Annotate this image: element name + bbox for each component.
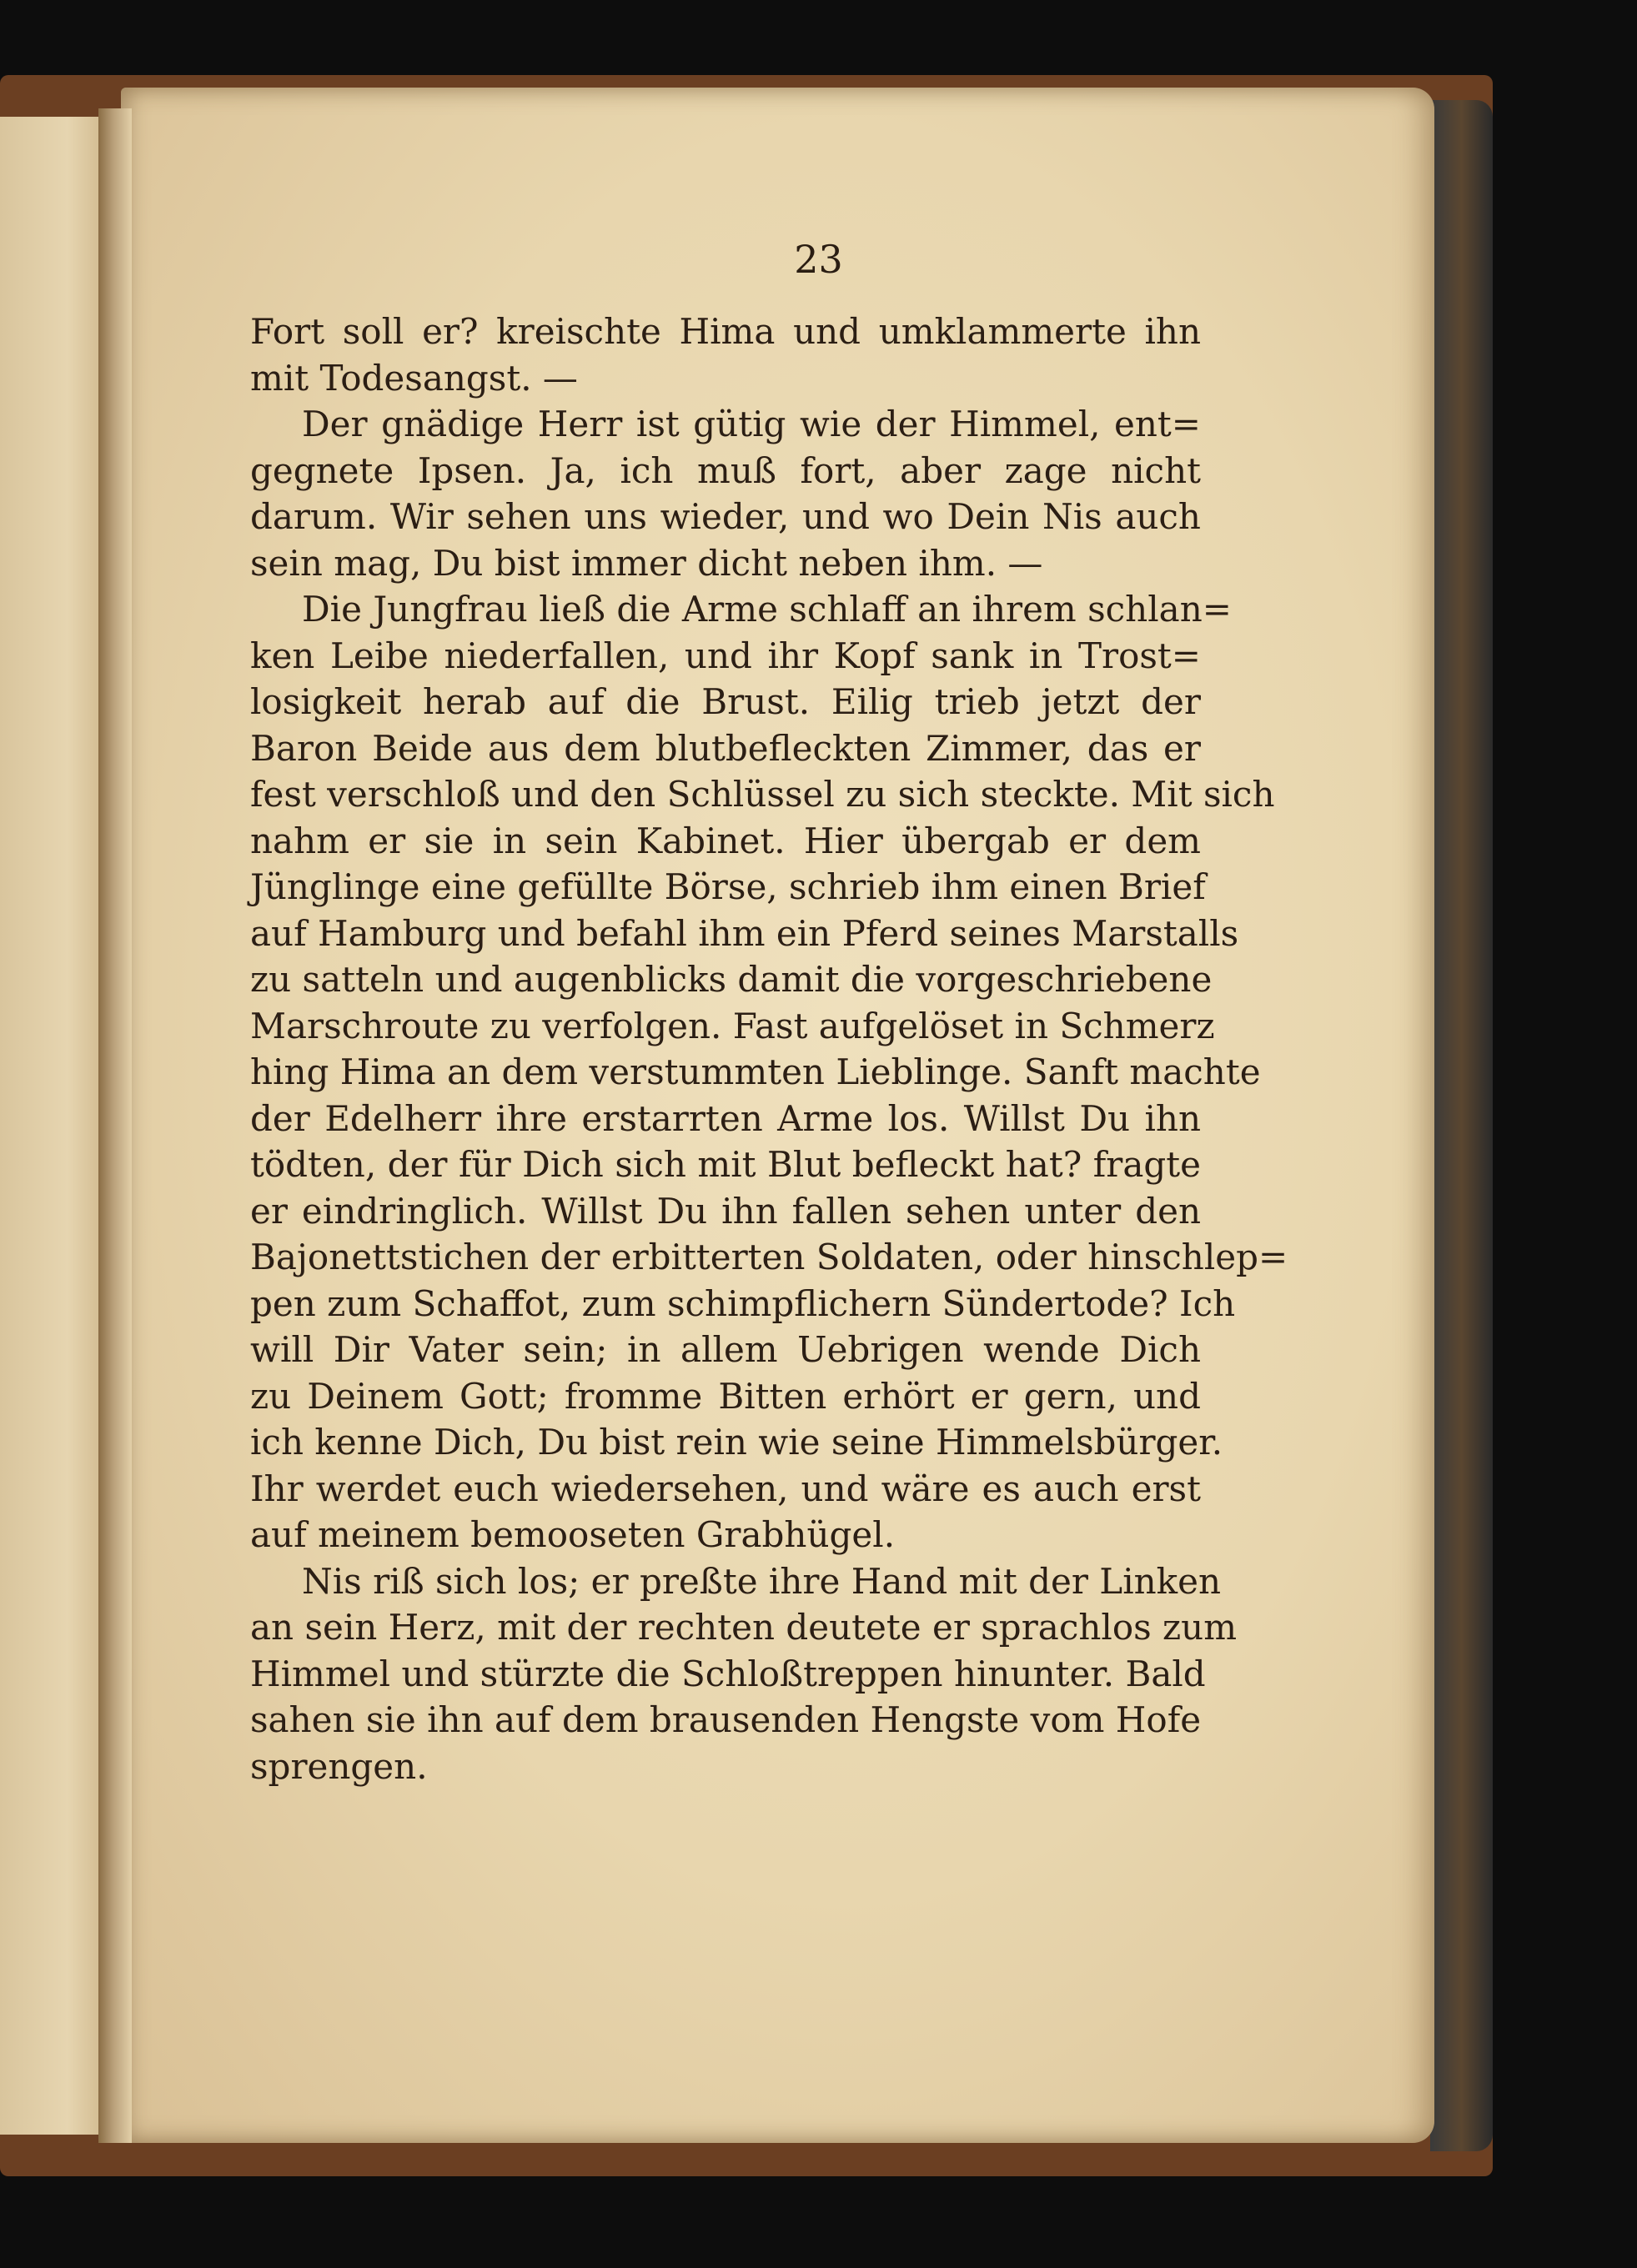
- text-line: sprengen.: [250, 1745, 428, 1787]
- left-page-bleed-marks: [0, 1034, 13, 1868]
- text-line: Himmel und stürzte die Schloßtreppen hinunter. Bald: [250, 1653, 1206, 1694]
- left-page-edge: [0, 117, 113, 2135]
- text-line: hing Hima an dem verstummten Lieblinge. Sanft machte: [250, 1051, 1261, 1092]
- text-line: darum. Wir sehen uns wieder, und wo Dein Nis auch: [250, 496, 1201, 537]
- text-line: ich kenne Dich, Du bist rein wie seine Himmelsbürger.: [250, 1422, 1223, 1463]
- text-line: an sein Herz, mit der rechten deutete er sprachlos zum: [250, 1607, 1238, 1648]
- text-line: Fort soll er? kreischte Hima und umklammerte ihn: [250, 311, 1201, 352]
- text-line: sahen sie ihn auf dem brausenden Hengste vom Hofe: [250, 1699, 1202, 1740]
- text-line: Baron Beide aus dem blutbefleckten Zimmer, das er: [250, 727, 1201, 769]
- text-line: auf meinem bemooseten Grabhügel.: [250, 1514, 896, 1555]
- page-gutter: [98, 108, 132, 2143]
- text-line: Nis riß sich los; er preßte ihre Hand mit der Linken: [302, 1560, 1222, 1602]
- text-line: er eindringlich. Willst Du ihn fallen sehen unter den: [250, 1190, 1201, 1232]
- text-line: sein mag, Du bist immer dicht neben ihm. —: [250, 542, 1043, 584]
- text-line: nahm er sie in sein Kabinet. Hier übergab er dem: [250, 820, 1201, 861]
- text-line: will Dir Vater sein; in allem Uebrigen wende Dich: [250, 1329, 1201, 1370]
- text-line: ken Leibe niederfallen, und ihr Kopf sank in Trost=: [250, 635, 1201, 676]
- page-number: 23: [794, 237, 843, 282]
- text-line: fest verschloß und den Schlüssel zu sich steckte. Mit sich: [250, 774, 1275, 815]
- text-line: tödten, der für Dich sich mit Blut befleckt hat? fragte: [250, 1144, 1201, 1185]
- text-line: Der gnädige Herr ist gütig wie der Himmel, ent=: [302, 404, 1201, 444]
- text-line: gegnete Ipsen. Ja, ich muß fort, aber zage nicht: [250, 449, 1201, 491]
- right-cover-edge: [1430, 100, 1493, 2151]
- text-line: losigkeit herab auf die Brust. Eilig trieb jetzt der: [250, 681, 1201, 722]
- text-line: Jünglinge eine gefüllte Börse, schrieb ihm einen Brief: [250, 866, 1206, 907]
- text-line: Ihr werdet euch wiedersehen, und wäre es auch erst: [250, 1468, 1201, 1509]
- text-line: auf Hamburg und befahl ihm ein Pferd seines Marstalls: [250, 912, 1239, 954]
- text-line: Die Jungfrau ließ die Arme schlaff an ihrem schlan=: [302, 589, 1232, 630]
- text-line: Bajonettstichen der erbitterten Soldaten, oder hinschlep=: [250, 1237, 1288, 1277]
- text-line: Marschroute zu verfolgen. Fast aufgelöset in Schmerz: [250, 1005, 1215, 1046]
- page-body-text: [250, 309, 1288, 1789]
- text-line: der Edelherr ihre erstarrten Arme los. Willst Du ihn: [250, 1097, 1201, 1139]
- text-line: mit Todesangst. —: [250, 357, 578, 399]
- text-line: zu Deinem Gott; fromme Bitten erhört er gern, und: [250, 1375, 1201, 1417]
- text-line: zu satteln und augenblicks damit die vorgeschriebene: [250, 959, 1213, 1000]
- text-line: pen zum Schaffot, zum schimpflichern Sündertode? Ich: [250, 1282, 1236, 1324]
